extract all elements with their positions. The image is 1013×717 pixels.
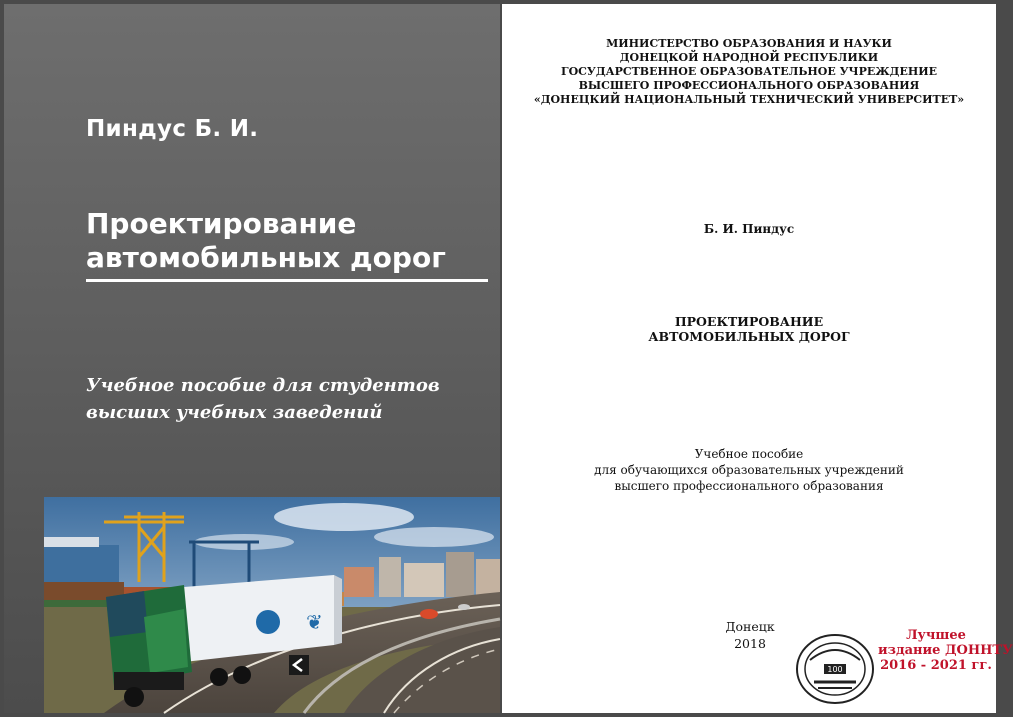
cover-title-line2: автомобильных дорог [86,241,446,274]
award-text [878,628,1013,673]
cover-photo-truck-port [44,497,500,713]
header-line: «ДОНЕЦКИЙ НАЦИОНАЛЬНЫЙ ТЕХНИЧЕСКИЙ УНИВЕРСИТЕТ» [533,93,965,106]
header-line: ДОНЕЦКОЙ НАРОДНОЙ РЕСПУБЛИКИ [619,51,879,64]
publication-city: Донецк [725,619,775,634]
cover-title-line1: Проектирование [86,207,357,240]
title-page-author: Б. И. Пиндус [703,222,795,236]
desc-line: Учебное пособие [694,447,804,461]
award-badge [790,620,1013,713]
award-logo-text: 100 [827,665,843,674]
title-page-description [502,446,996,494]
award-logo-icon [794,630,876,708]
title-page [502,4,1013,713]
ministry-header [502,37,996,107]
cover-subtitle-line1: Учебное пособие для студентов [86,375,440,396]
title-page-title [502,314,996,344]
cover-author: Пиндус Б. И. [86,116,259,142]
title-page-title-line1: ПРОЕКТИРОВАНИЕ [674,314,824,329]
cover-subtitle-line2: высших учебных заведений [86,402,383,423]
cover-title [86,207,446,275]
publication-place-year [702,618,798,652]
header-line: МИНИСТЕРСТВО ОБРАЗОВАНИЯ И НАУКИ [606,37,892,50]
title-page-title-line2: АВТОМОБИЛЬНЫХ ДОРОГ [648,329,850,344]
award-line2: издание ДОННТУ [878,643,1013,658]
header-line: ВЫСШЕГО ПРОФЕССИОНАЛЬНОГО ОБРАЗОВАНИЯ [578,79,920,92]
award-line3: 2016 - 2021 гг. [880,658,992,673]
award-line1: Лучшее [906,628,966,643]
svg-text:❦: ❦ [306,610,323,634]
book-cover [4,4,500,713]
desc-line: для обучающихся образовательных учреждений [594,463,904,477]
cover-subtitle [86,372,440,426]
publication-year: 2018 [734,636,766,651]
desc-line: высшего профессионального образования [614,479,884,493]
cover-divider [86,279,488,282]
header-line: ГОСУДАРСТВЕННОЕ ОБРАЗОВАТЕЛЬНОЕ УЧРЕЖДЕНИЕ [560,65,937,78]
